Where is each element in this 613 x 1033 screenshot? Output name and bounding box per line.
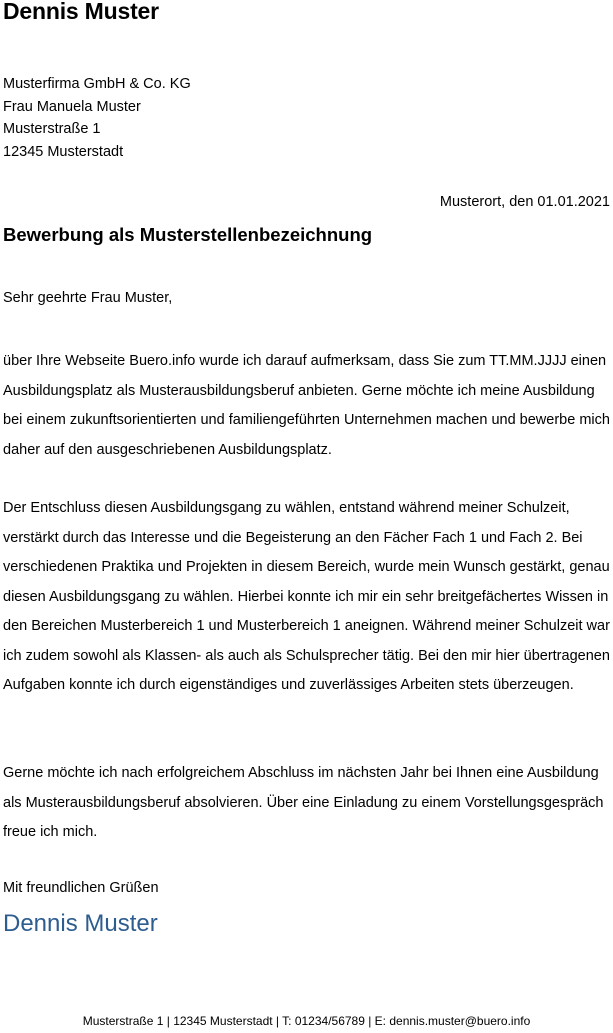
footer-contact: Musterstraße 1 | 12345 Musterstadt | T: 01234/56789 | E: dennis.muster@buero.info: [82, 1014, 531, 1028]
date-line: Musterort, den 01.01.2021: [439, 194, 610, 210]
closing: Mit freundlichen Grüßen: [3, 880, 159, 896]
salutation: Sehr geehrte Frau Muster,: [3, 290, 173, 306]
recipient-city: 12345 Musterstadt: [3, 143, 124, 160]
body-paragraph-3: Gerne möchte ich nach erfolgreichem Abschluss im nächsten Jahr bei Ihnen eine Ausbildung als Musterausbildungsberuf absolvieren. Über eine Einladung zu einem Vorstellungsgespräch freue ich mich.: [3, 765, 604, 840]
subject-line: Bewerbung als Musterstellenbezeichnung: [3, 224, 373, 245]
body-paragraph-2: Der Entschluss diesen Ausbildungsgang zu wählen, entstand während meiner Schulzeit, verstärkt durch das Interesse und die Begeisterung an den Fächer Fach 1 und Fach 2. Bei verschiedenen Praktika und Projekten in diesem Bereich, wurde mein Wunsch gestärkt, genau diesen Ausbildungsgang zu wählen. Hierbei konnte ich mir ein sehr breitgefächertes Wissen in den Bereichen Musterbereich 1 und Musterbereich 1 aneignen. Während meiner Schulzeit war ich zudem sowohl als Klassen- als auch als Schulsprecher tätig. Bei den mir hier übertragenen Aufgaben konnte ich durch eigenständiges und zuverlässiges Arbeiten stets überzeugen.: [3, 500, 610, 693]
recipient-company: Musterfirma GmbH & Co. KG: [3, 76, 191, 92]
sender-name: Dennis Muster: [3, 0, 159, 24]
signature: Dennis Muster: [3, 910, 158, 937]
recipient-person: Frau Manuela Muster: [3, 98, 141, 115]
recipient-street: Musterstraße 1: [3, 121, 101, 138]
recipient-address: [3, 73, 191, 163]
body-paragraph-1: über Ihre Webseite Buero.info wurde ich darauf aufmerksam, dass Sie zum TT.MM.JJJJ einen Ausbildungsplatz als Musterausbildungsberuf anbieten. Gerne möchte ich meine Ausbildung bei einem zukunftsorientierten und familiengeführten Unternehmen machen und bewerbe mich daher auf den ausgeschriebenen Ausbildungsplatz.: [3, 353, 610, 458]
